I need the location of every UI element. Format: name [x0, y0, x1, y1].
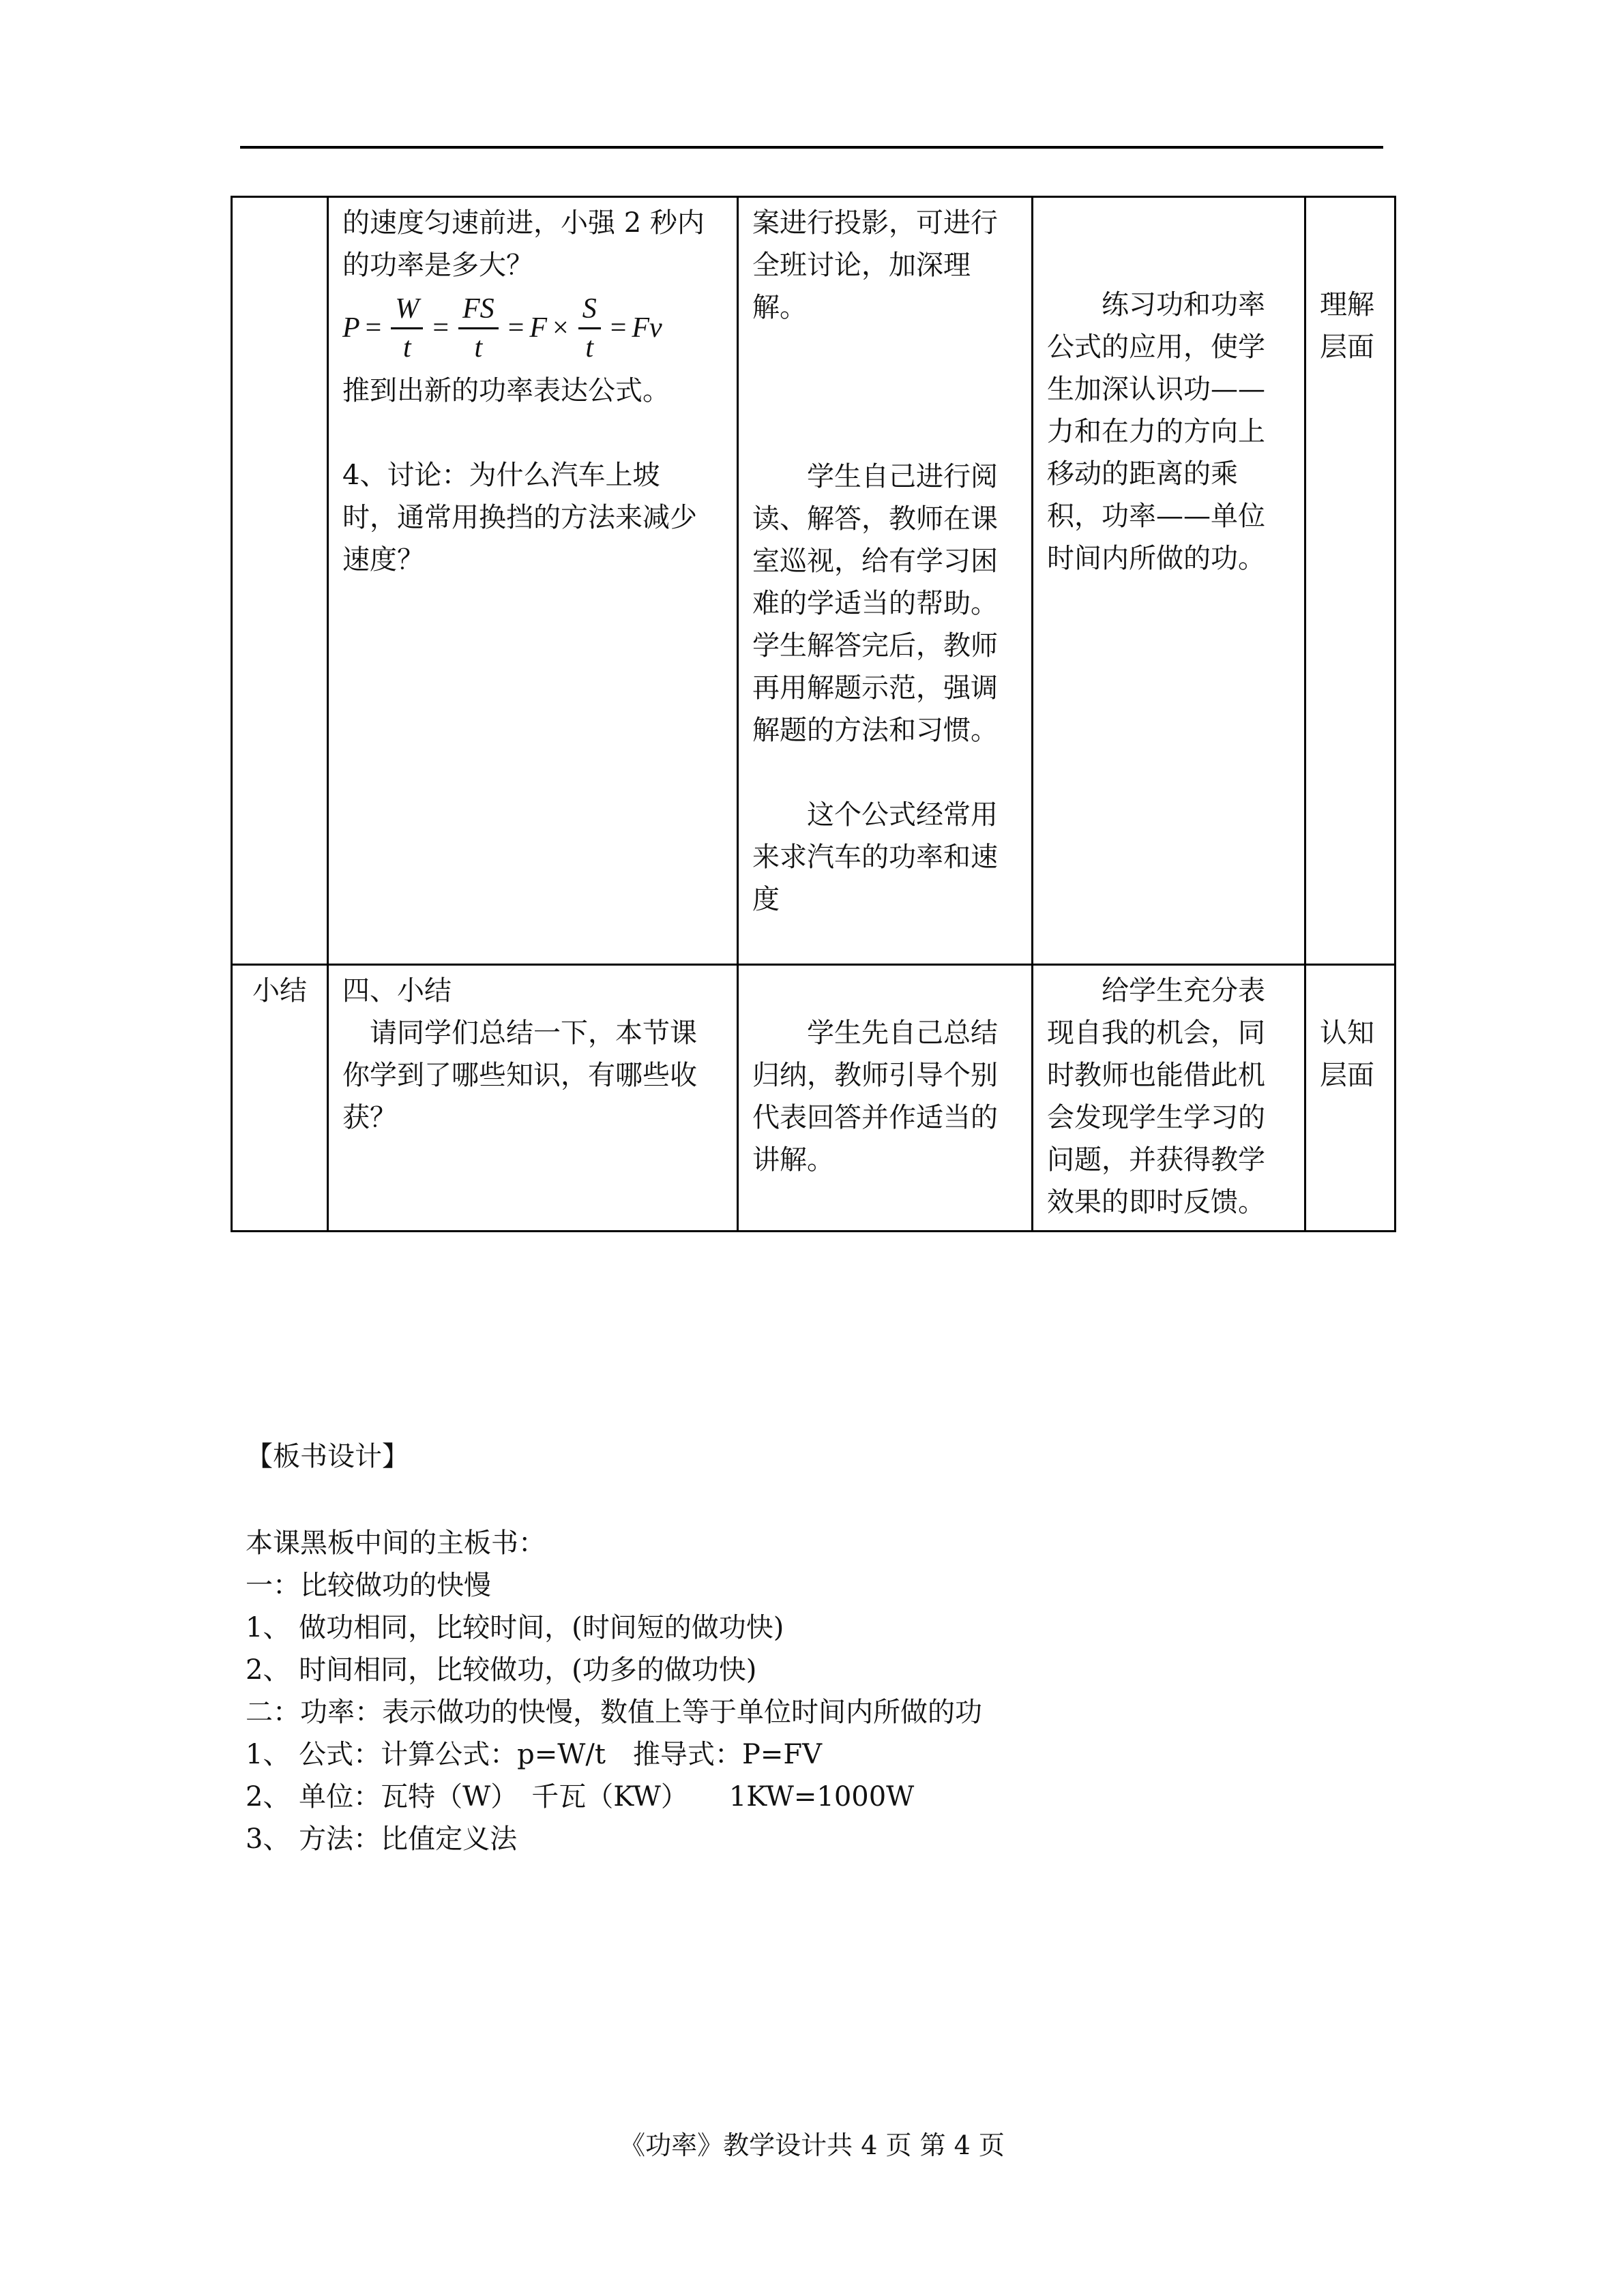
- text-line: 你学到了哪些知识，有哪些收: [342, 1060, 697, 1091]
- text-line: 问题，并获得教学: [1047, 1144, 1265, 1176]
- table-row: [232, 197, 1396, 965]
- text-line: 效果的即时反馈。: [1047, 1187, 1265, 1218]
- text-line: 速度？: [342, 544, 424, 576]
- text-line: 四、小结: [342, 975, 452, 1007]
- text-line: 会发现学生学习的: [1047, 1102, 1265, 1133]
- cell-content: [328, 965, 738, 1232]
- table-row: [232, 965, 1396, 1232]
- text-line: 积，功率——单位: [1047, 501, 1265, 532]
- text-line: 给学生充分表: [1102, 975, 1265, 1007]
- header-rule: [240, 146, 1383, 149]
- board-design-title: 【板书设计】: [246, 1441, 409, 1472]
- board-line: 二：功率：表示做功的快慢，数值上等于单位时间内所做的功: [246, 1697, 982, 1728]
- text-line: 的速度匀速前进，小强 2 秒内: [342, 207, 705, 239]
- cell-activity: [738, 197, 1033, 965]
- board-line: 本课黑板中间的主板书：: [246, 1527, 546, 1559]
- text-line: 读、解答，教师在课: [752, 503, 998, 535]
- power-formula: P = $\frac{W}{t}$ = $\frac{FS}{t}$ = F × $\frac{S}{t}$ = Fv: [342, 288, 723, 368]
- text-line: 获？: [342, 1102, 397, 1133]
- text-line: 代表回答并作适当的: [752, 1102, 998, 1133]
- text-line: 生加深认识功——: [1047, 374, 1265, 405]
- text-line: 移动的距离的乘: [1047, 458, 1238, 490]
- text-line: 这个公式经常用: [807, 799, 998, 831]
- text-line: 度: [752, 884, 780, 915]
- text-line: 室巡视，给有学习困: [752, 546, 998, 577]
- text-line: 讲解。: [752, 1144, 834, 1176]
- text-line: 解题的方法和习惯。: [752, 715, 998, 746]
- text-line: 4、讨论：为什么汽车上坡: [342, 460, 660, 491]
- text-line: 全班讨论，加深理: [752, 250, 971, 281]
- lesson-table: [231, 196, 1396, 1232]
- text-line: 学生自己进行阅: [807, 461, 998, 492]
- cell-intent: [1033, 197, 1305, 965]
- text-line: 认知: [1320, 1017, 1374, 1049]
- page-footer: 《功率》教学设计共 4 页 第 4 页: [619, 2130, 1005, 2160]
- board-line: 一：比较做功的快慢: [246, 1570, 491, 1601]
- text-line: 层面: [1320, 1060, 1374, 1091]
- board-line: 1、 做功相同，比较时间，(时间短的做功快): [246, 1612, 784, 1643]
- cell-stage: 小结: [232, 965, 328, 1232]
- text-line: 理解: [1320, 289, 1374, 320]
- text-line: 层面: [1320, 331, 1374, 363]
- cell-content: [328, 197, 738, 965]
- board-line: 2、 时间相同，比较做功，(功多的做功快): [246, 1654, 757, 1686]
- text-line: 的功率是多大？: [342, 250, 533, 281]
- board-design-content: [246, 1522, 982, 1860]
- cell-intent: [1033, 965, 1305, 1232]
- cell-activity: [738, 965, 1033, 1232]
- text-line: 时，通常用换挡的方法来减少: [342, 502, 697, 533]
- text-line: 解。: [752, 292, 807, 323]
- text-line: 公式的应用，使学: [1047, 331, 1265, 363]
- text-line: 案进行投影，可进行: [752, 207, 998, 239]
- text-line: 现自我的机会，同: [1047, 1017, 1265, 1049]
- text-line: 归纳，教师引导个别: [752, 1060, 998, 1091]
- text-line: 难的学适当的帮助。: [752, 588, 998, 619]
- text-line: 请同学们总结一下，本节课: [370, 1017, 697, 1049]
- text-line: 再用解题示范，强调: [752, 672, 998, 704]
- text-line: 来求汽车的功率和速: [752, 841, 998, 873]
- text-line: 推到出新的功率表达公式。: [342, 375, 670, 406]
- text-line: 时间内所做的功。: [1047, 543, 1265, 574]
- board-line: 1、 公式：计算公式：p=W/t 推导式：P=FV: [246, 1739, 823, 1770]
- text-line: 学生解答完后，教师: [752, 630, 998, 661]
- board-line: 3、 方法：比值定义法: [246, 1823, 518, 1855]
- board-line: 2、 单位：瓦特（W） 千瓦（KW） 1KW=1000W: [246, 1781, 915, 1813]
- text-line: 力和在力的方向上: [1047, 416, 1265, 447]
- cell-level: [1305, 965, 1396, 1232]
- cell-stage: [232, 197, 328, 965]
- text-line: 练习功和功率: [1102, 289, 1265, 320]
- text-line: 学生先自己总结: [807, 1017, 998, 1049]
- cell-level: [1305, 197, 1396, 965]
- text-line: 时教师也能借此机: [1047, 1060, 1265, 1091]
